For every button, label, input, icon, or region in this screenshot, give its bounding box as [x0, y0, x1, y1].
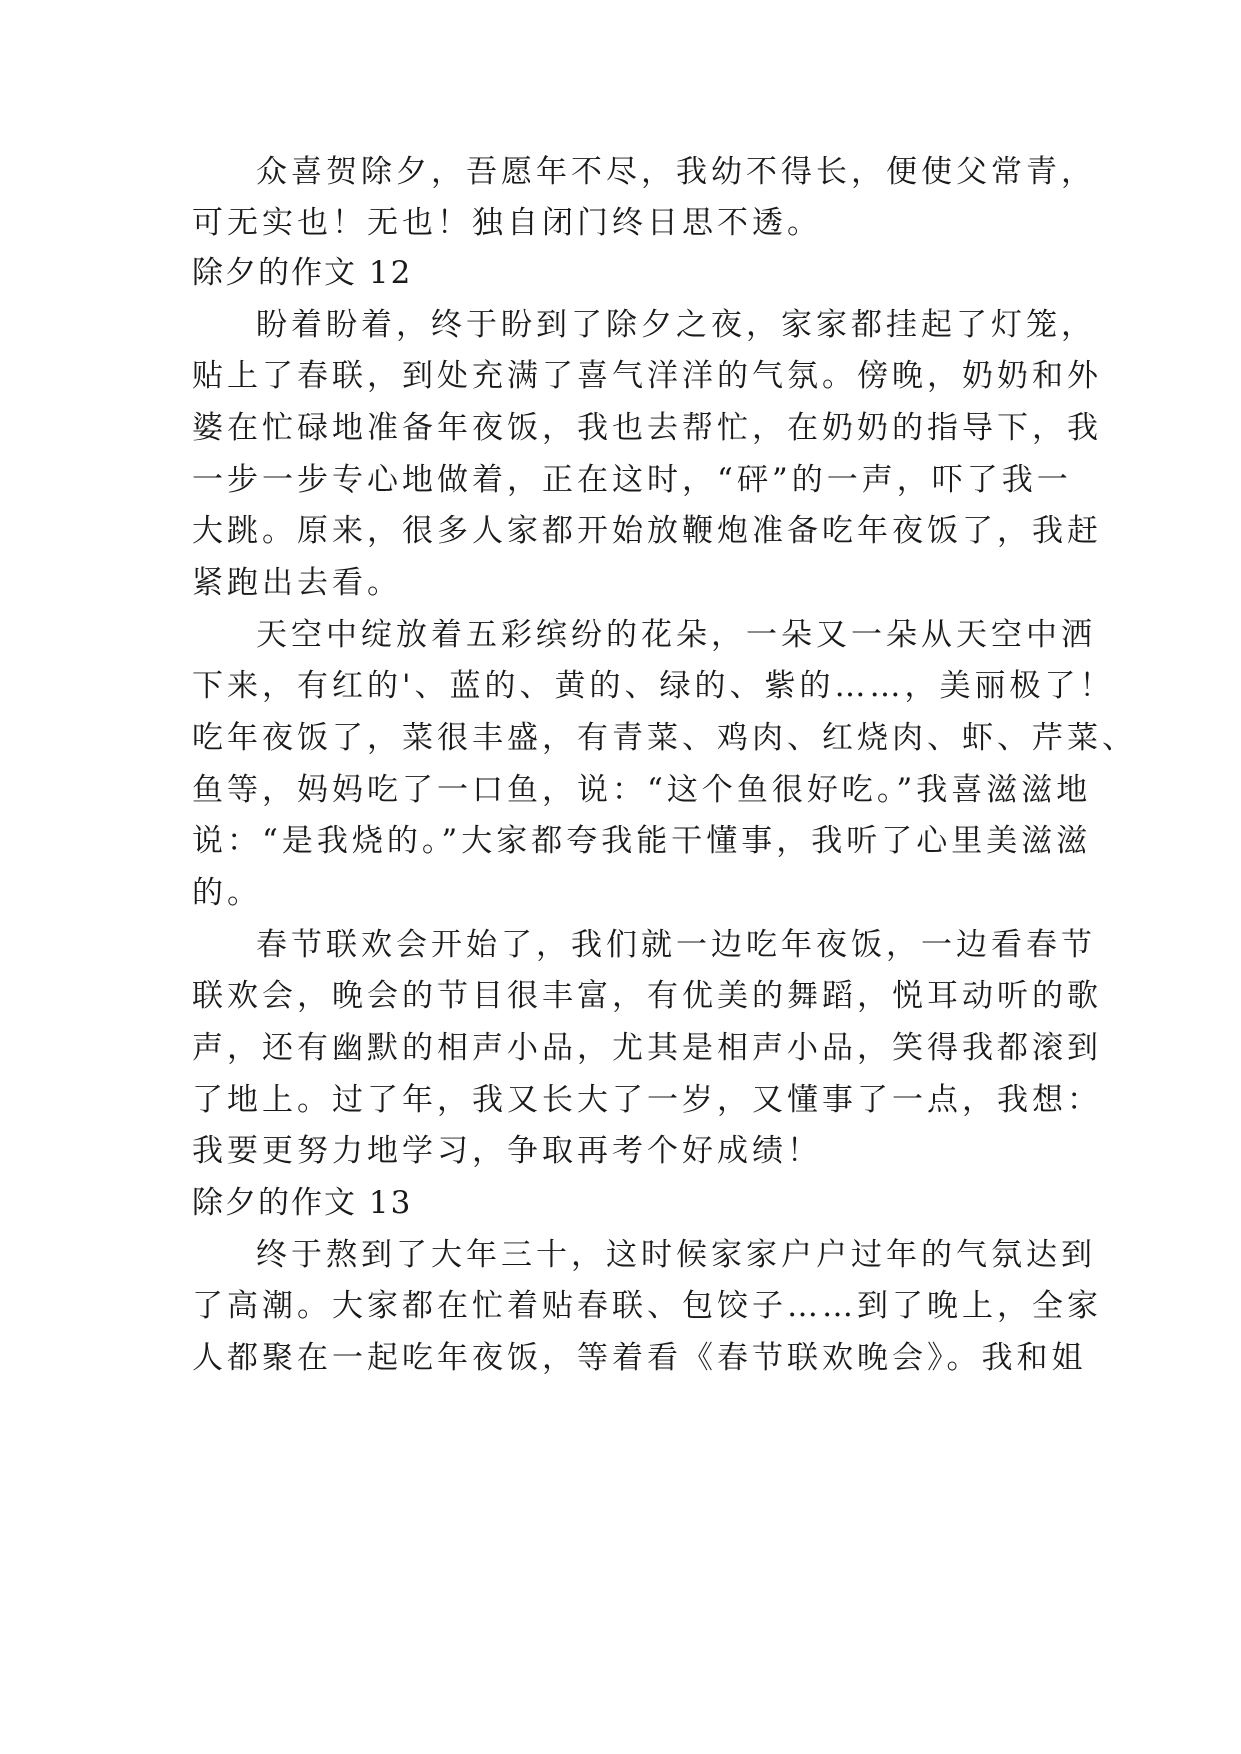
text-line: 吃年夜饭了，菜很丰盛，有青菜、鸡肉、红烧肉、虾、芹菜、 [192, 720, 1137, 756]
text-line: 声，还有幽默的相声小品，尤其是相声小品，笑得我都滚到 [192, 1030, 1102, 1066]
text-line: 大跳。原来，很多人家都开始放鞭炮准备吃年夜饭了，我赶 [192, 513, 1102, 549]
text-line: 众喜贺除夕，吾愿年不尽，我幼不得长，便使父常青， [256, 154, 1096, 190]
text-line: 说：“是我烧的。”大家都夸我能干懂事，我听了心里美滋滋 [192, 823, 1092, 859]
section-heading: 除夕的作文 12 [192, 255, 413, 291]
text-line: 联欢会，晚会的节目很丰富，有优美的舞蹈，悦耳动听的歌 [192, 978, 1102, 1014]
text-line: 了地上。过了年，我又长大了一岁，又懂事了一点，我想： [192, 1082, 1102, 1118]
text-line: 贴上了春联，到处充满了喜气洋洋的气氛。傍晚，奶奶和外 [192, 358, 1102, 394]
section-heading: 除夕的作文 13 [192, 1185, 413, 1221]
text-line: 盼着盼着，终于盼到了除夕之夜，家家都挂起了灯笼， [256, 307, 1096, 343]
text-line: 鱼等，妈妈吃了一口鱼，说：“这个鱼很好吃。”我喜滋滋地 [192, 772, 1092, 808]
text-line: 天空中绽放着五彩缤纷的花朵，一朵又一朵从天空中洒 [256, 617, 1096, 653]
text-line: 的。 [192, 875, 262, 911]
text-line: 我要更努力地学习，争取再考个好成绩！ [192, 1133, 822, 1169]
text-line: 紧跑出去看。 [192, 565, 402, 601]
text-line: 婆在忙碌地准备年夜饭，我也去帮忙，在奶奶的指导下，我 [192, 410, 1102, 446]
text-line: 了高潮。大家都在忙着贴春联、包饺子……到了晚上，全家 [192, 1288, 1102, 1324]
text-line: 春节联欢会开始了，我们就一边吃年夜饭，一边看春节 [256, 927, 1096, 963]
text-line: 人都聚在一起吃年夜饭，等着看《春节联欢晚会》。我和姐 [192, 1340, 1087, 1376]
text-line: 下来，有红的'、蓝的、黄的、绿的、紫的……，美丽极了！ [192, 668, 1115, 704]
text-line: 终于熬到了大年三十，这时候家家户户过年的气氛达到 [256, 1237, 1096, 1273]
text-line: 一步一步专心地做着，正在这时，“砰”的一声，吓了我一 [192, 462, 1072, 498]
text-line: 可无实也！无也！独自闭门终日思不透。 [192, 205, 822, 241]
